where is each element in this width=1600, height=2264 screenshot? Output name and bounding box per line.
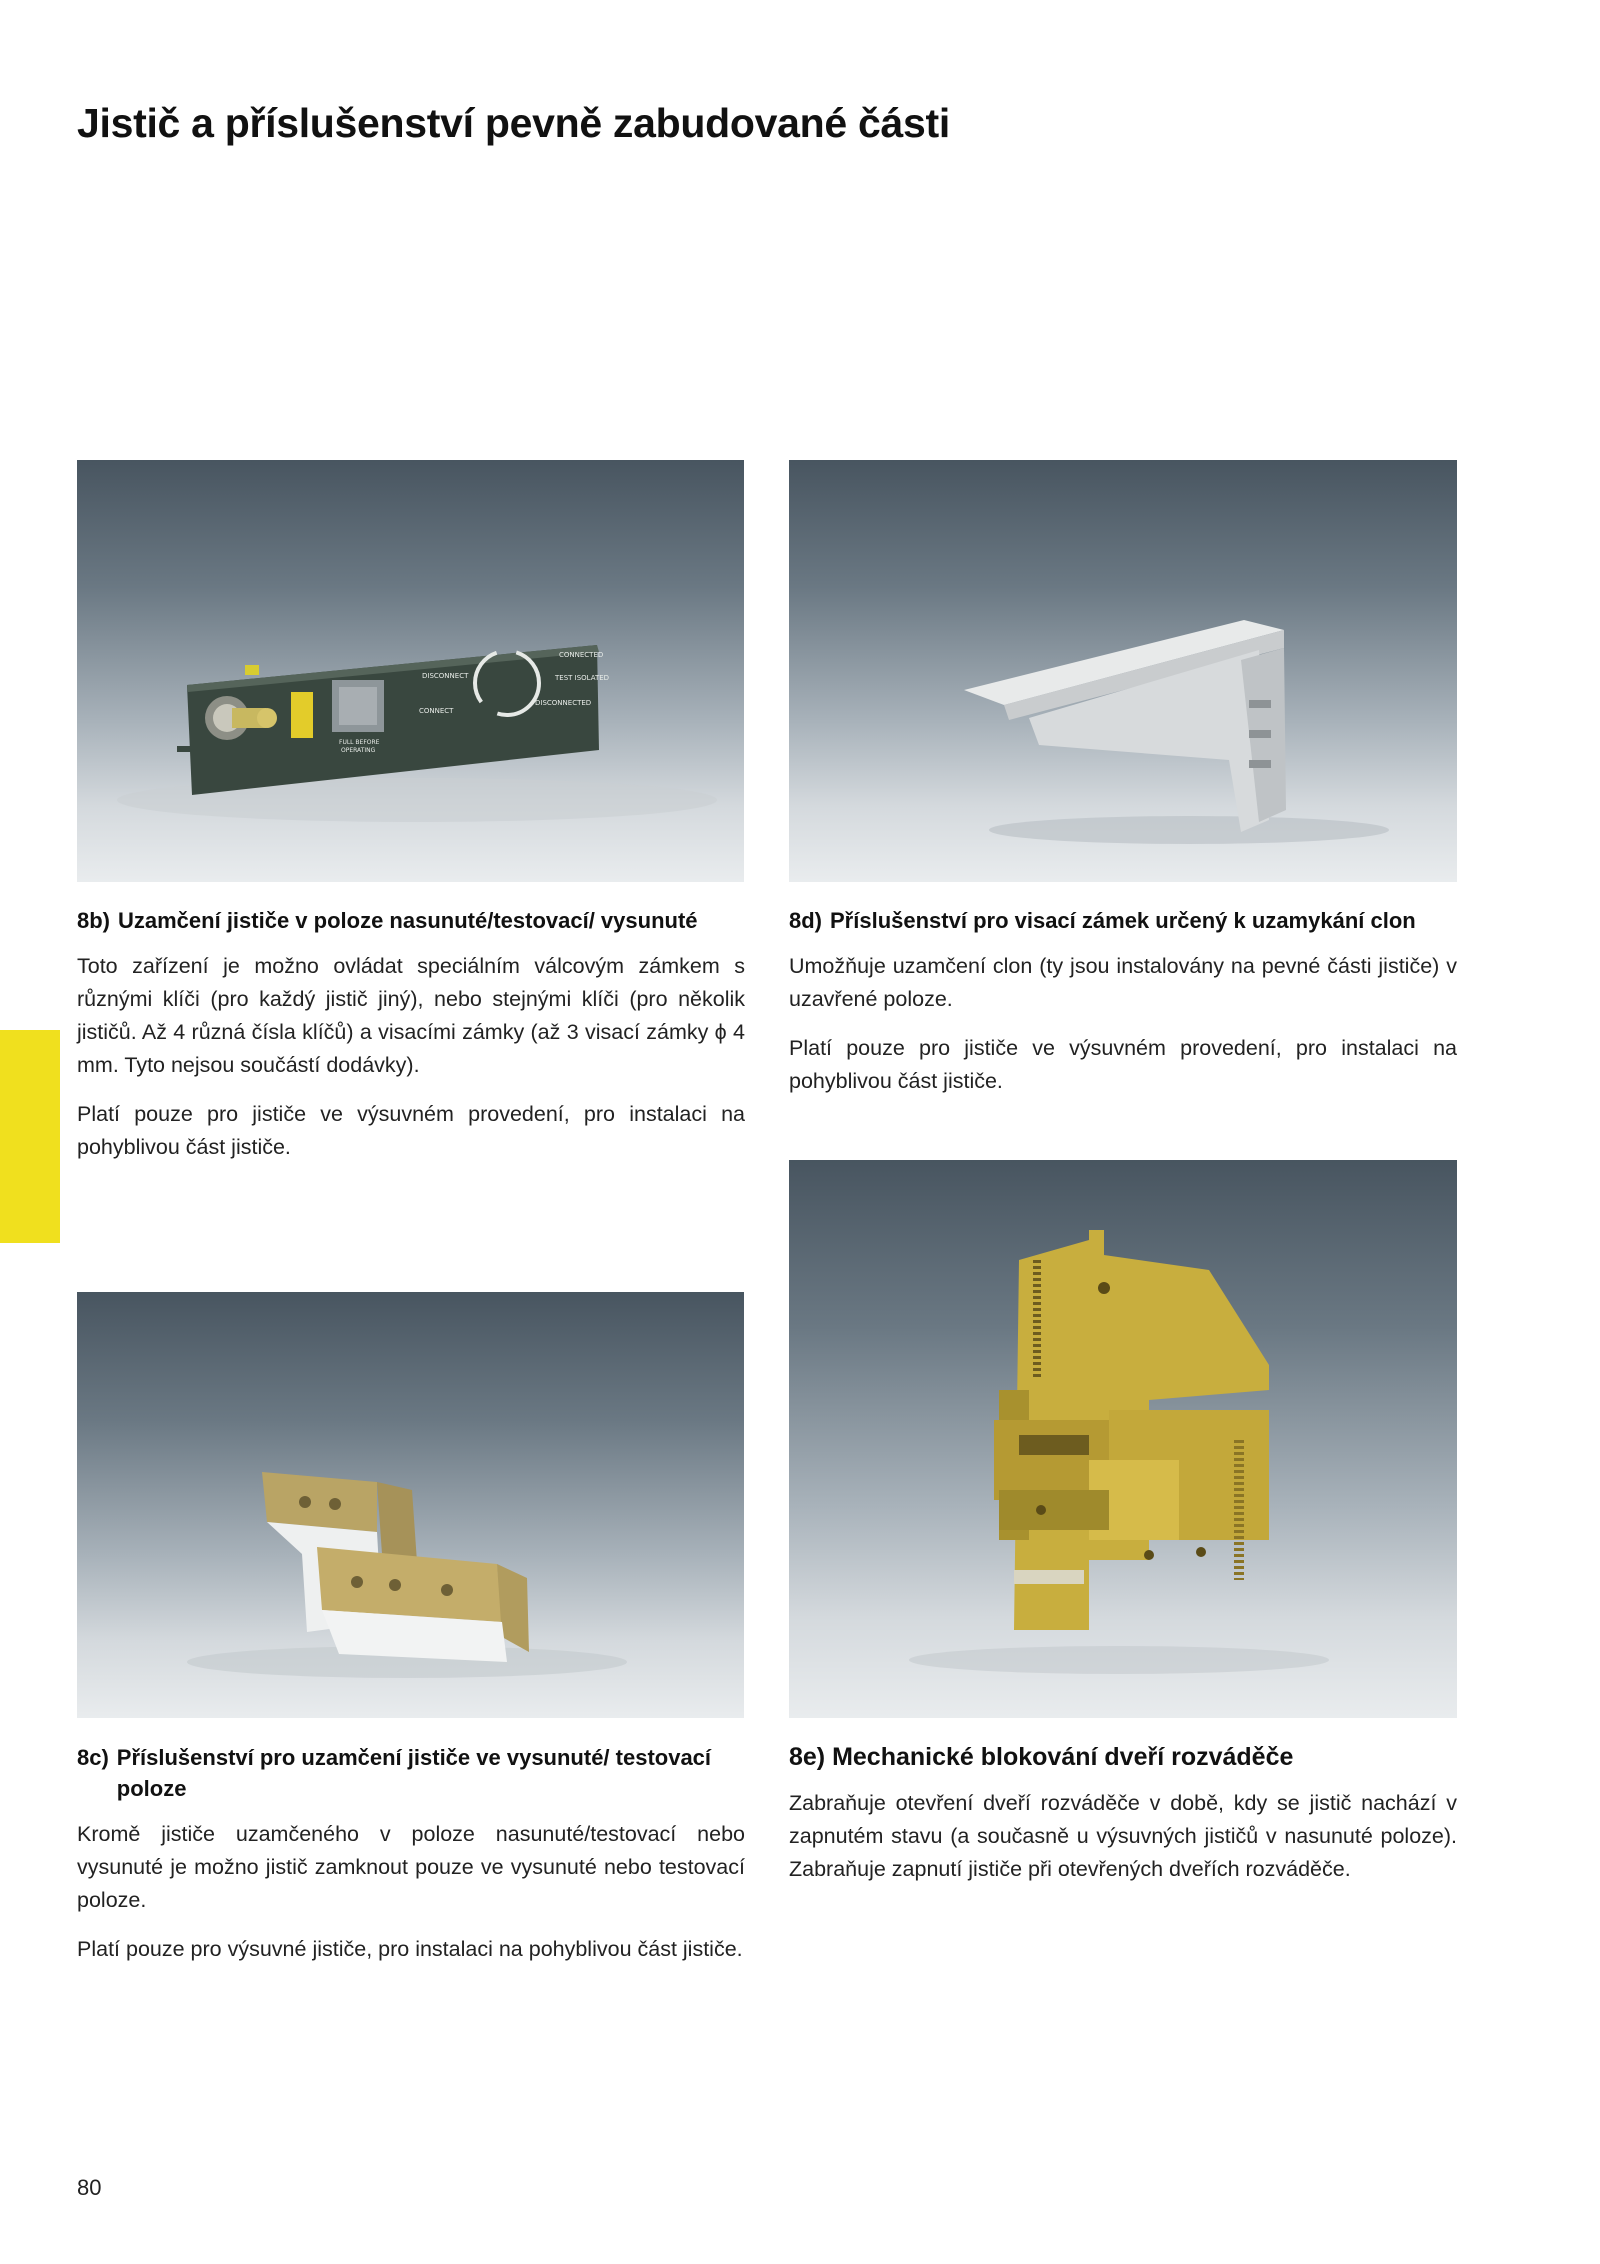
section-8d-heading bbox=[789, 905, 1457, 936]
section-8d-paragraph-1: Umožňuje uzamčení clon (ty jsou instalovány na pevné části jističe) v uzavřené poloze. bbox=[789, 954, 1457, 1011]
section-8d bbox=[789, 905, 1457, 1114]
section-8c-paragraph-1: Kromě jističe uzamčeného v poloze nasunuté/testovací nebo vysunuté je možno jistič zamknout pouze ve vysunuté nebo testovací poloze. bbox=[77, 1822, 745, 1912]
page-number: 80 bbox=[77, 2175, 102, 2200]
section-8e-heading: 8e) Mechanické blokování dveří rozváděče bbox=[789, 1743, 1294, 1771]
section-8e-paragraph-1: Zabraňuje otevření dveří rozváděče v době, kdy se jistič nachází v zapnutém stavu (a současně u výsuvných jističů v nasunuté poloze). Zabraňuje zapnutí jističe při otevřených dveřích rozváděče. bbox=[789, 1791, 1457, 1881]
section-8b-code: 8b) bbox=[77, 908, 110, 933]
label-connected: CONNECTED bbox=[559, 651, 604, 659]
photo-padlock-shutter-accessory bbox=[789, 460, 1457, 882]
photo-lock-brackets bbox=[77, 1292, 744, 1718]
section-8c-heading bbox=[77, 1742, 745, 1804]
section-8b-heading bbox=[77, 905, 745, 936]
section-8d-code: 8d) bbox=[789, 908, 822, 933]
section-8d-paragraph-2: Platí pouze pro jističe ve výsuvném provedení, pro instalaci na pohyblivou část jističe. bbox=[789, 1036, 1457, 1093]
key-lock-plate-illustration bbox=[77, 460, 744, 882]
section-8e bbox=[789, 1742, 1457, 1902]
padlock-accessory-illustration bbox=[789, 460, 1457, 882]
section-8b-paragraph-1: Toto zařízení je možno ovládat speciálním válcovým zámkem s různými klíči (pro každý jistič jiný), nebo stejnými klíči (pro několik jističů. Až 4 různá čísla klíčů) a visacími zámky (až 3 visací zámky ϕ 4 mm. Tyto nejsou součástí dodávky). bbox=[77, 954, 745, 1077]
section-8b-paragraph-2: Platí pouze pro jističe ve výsuvném provedení, pro instalaci na pohyblivou část jističe. bbox=[77, 1102, 745, 1159]
section-8b-heading-text: Uzamčení jističe v poloze nasunuté/testovací/ vysunuté bbox=[118, 908, 698, 933]
label-connect: CONNECT bbox=[419, 707, 454, 715]
label-disconnect: DISCONNECT bbox=[422, 672, 469, 680]
yellow-side-tab bbox=[0, 1030, 60, 1243]
door-interlock-illustration bbox=[789, 1160, 1457, 1718]
page-title: Jistič a příslušenství pevně zabudované části bbox=[77, 100, 950, 146]
label-operating: OPERATING bbox=[341, 747, 376, 754]
label-test-isolated: TEST ISOLATED bbox=[555, 674, 610, 682]
section-8c bbox=[77, 1742, 745, 1982]
section-8b bbox=[77, 905, 745, 1180]
label-full-before: FULL BEFORE bbox=[339, 739, 380, 746]
section-8c-paragraph-2: Platí pouze pro výsuvné jističe, pro instalaci na pohyblivou část jističe. bbox=[77, 1937, 743, 1961]
photo-door-interlock bbox=[789, 1160, 1457, 1718]
label-disconnected: DISCONNECTED bbox=[535, 699, 592, 707]
photo-key-lock-plate bbox=[77, 460, 744, 882]
section-8c-heading-text: Příslušenství pro uzamčení jističe ve vysunuté/ testovací poloze bbox=[116, 1745, 712, 1801]
section-8c-code: 8c) bbox=[77, 1745, 109, 1770]
section-8d-heading-text: Příslušenství pro visací zámek určený k uzamykání clon bbox=[830, 908, 1416, 933]
lock-brackets-illustration bbox=[77, 1292, 744, 1718]
